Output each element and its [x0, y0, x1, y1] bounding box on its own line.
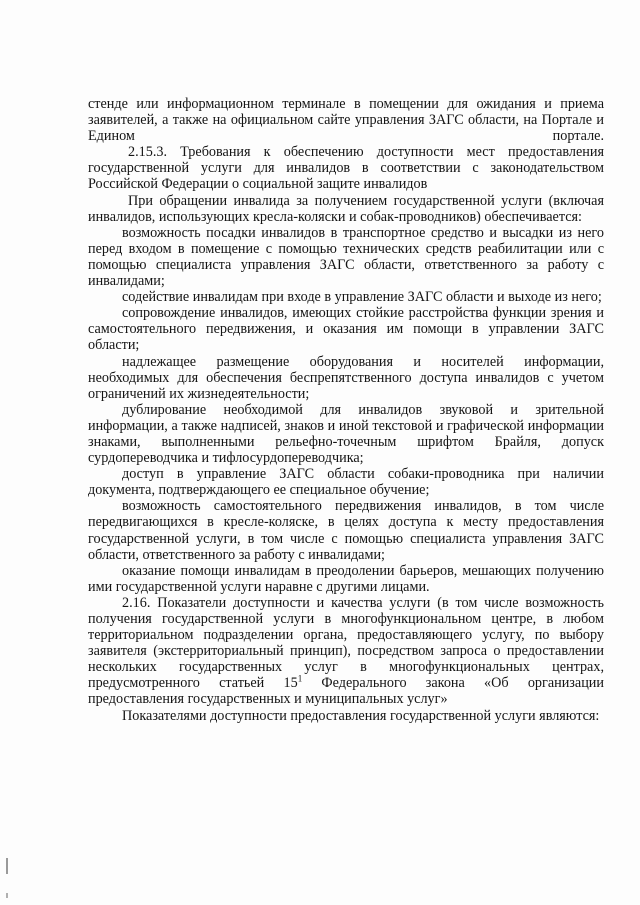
paragraph-escort: сопровождение инвалидов, имеющих стойкие расстройства функции зрения и самостоятельного передвижения, и оказания им помощи в управлении ЗАГС области;	[88, 305, 604, 354]
section-2-16-text-start: 2.16. Показатели доступности и качества услуги (в том числе возможность получения государственной услуги в многофункциональном центре, в любом территориальном подразделении органа, предоставляющего услугу, по выбору заявителя (экстерриториальный принцип), посредством запроса о предоставлении нескольких государственных услуг в многофункциональных центрах, предусмотренного статьей 15	[88, 594, 604, 692]
section-2-16-text-end: Федерального закона «Об организации предоставления государственных и муниципальных услуг»	[88, 675, 604, 708]
paragraph-transport-boarding: возможность посадки инвалидов в транспортное средство и высадки из него перед входом в помещение с помощью технических средств реабилитации или с помощью специалиста управления ЗАГС области, ответственного за работу с инвалидами;	[88, 224, 604, 290]
paragraph-entry-assistance: содействие инвалидам при входе в управление ЗАГС области и выходе из него;	[122, 289, 602, 306]
scan-artifact-dot	[6, 893, 8, 898]
paragraph-continuation: стенде или информационном терминале в помещении для ожидания и приема заявителей, а также на официальном сайте управления ЗАГС области, на Порталe и Едином портале.	[88, 96, 604, 145]
paragraph-section-2-16	[88, 595, 604, 708]
scan-artifact-mark	[6, 858, 8, 874]
paragraph-independent-movement: возможность самостоятельного передвижения инвалидов, в том числе передвигающихся в кресле-коляске, в целях доступа к месту предоставления государственной услуги, в том числе с помощью специалиста управления ЗАГС области, ответственного за работу с инвалидами;	[88, 498, 604, 563]
paragraph-section-2-15-3: 2.15.3. Требования к обеспечению доступности мест предоставления государственной услуги для инвалидов в соответствии с законодательством Российской Федерации о социальной защите инвалидов	[88, 144, 604, 193]
paragraph-information-duplication: дублирование необходимой для инвалидов звуковой и зрительной информации, а также надписей, знаков и иной текстовой и графической информации знаками, выполненными рельефно-точечным шрифтом Брайля, допуск сурдопереводчика и тифлосурдопереводчика;	[88, 401, 604, 467]
paragraph-disabled-access-intro: При обращении инвалида за получением государственной услуги (включая инвалидов, использующих кресла-коляски и собак-проводников) обеспечивается:	[88, 192, 604, 225]
article-superscript: 1	[297, 673, 303, 684]
paragraph-accessibility-indicators: Показателями доступности предоставления государственной услуги являются:	[122, 707, 600, 724]
paragraph-barrier-assistance: оказание помощи инвалидам в преодолении барьеров, мешающих получению ими государственной услуги наравне с другими лицами.	[88, 562, 604, 595]
paragraph-equipment-placement: надлежащее размещение оборудования и носителей информации, необходимых для обеспечения беспрепятственного доступа инвалидов с учетом ограничений их жизнедеятельности;	[88, 353, 604, 402]
paragraph-guide-dog-access: доступ в управление ЗАГС области собаки-проводника при наличии документа, подтверждающего ее специальное обучение;	[88, 466, 604, 499]
document-body	[88, 96, 604, 724]
